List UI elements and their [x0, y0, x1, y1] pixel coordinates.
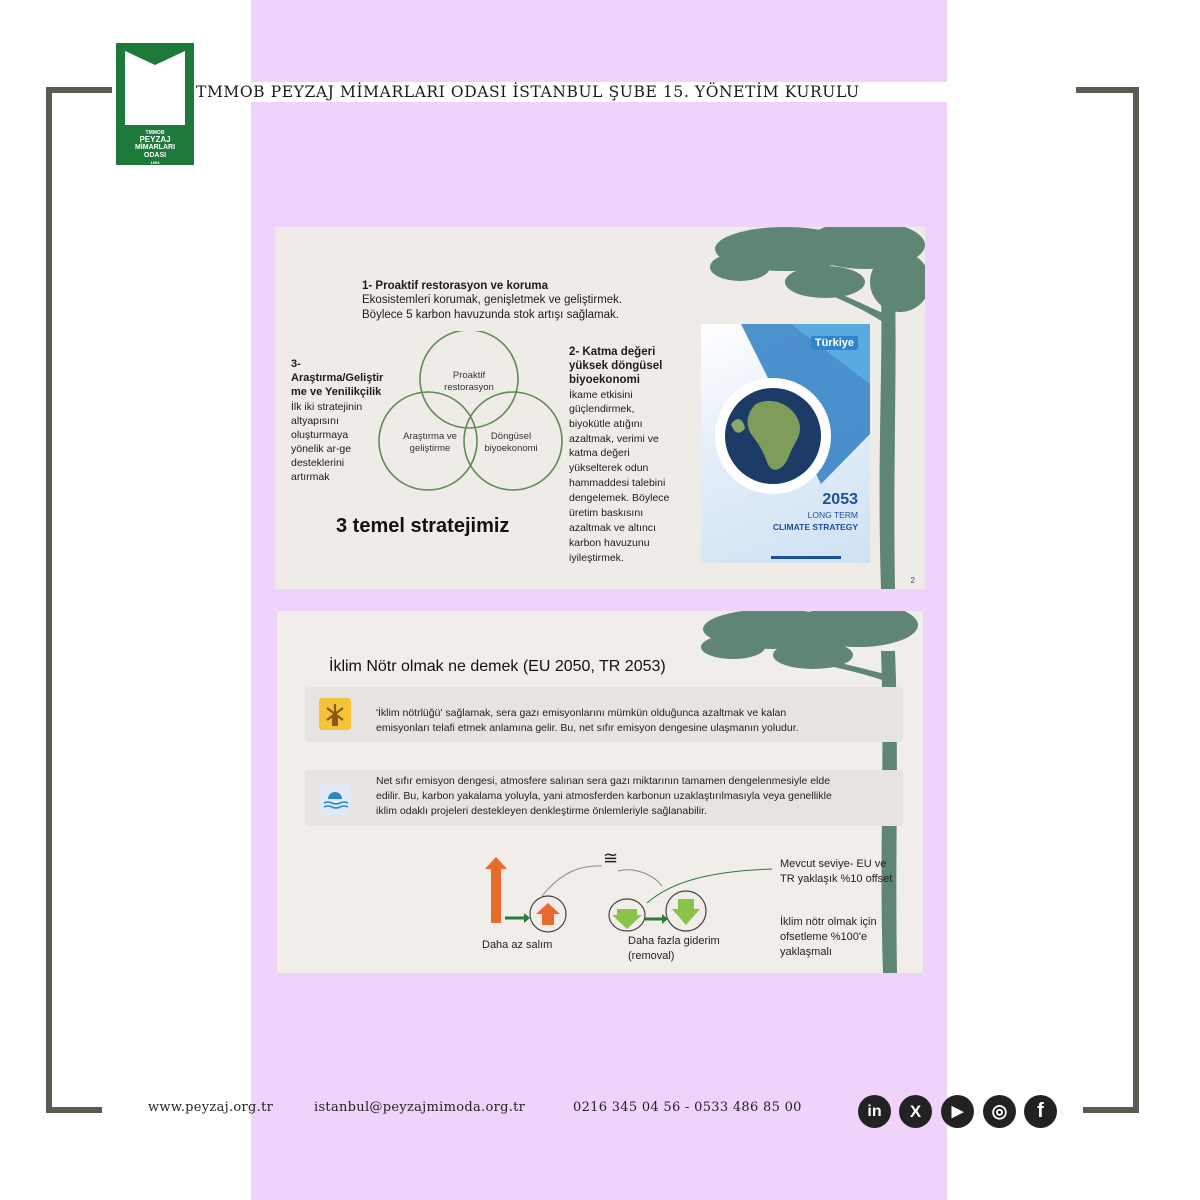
strategy1-line: Böylece 5 karbon havuzunda stok artışı sağlamak. — [362, 309, 619, 321]
footer-email-link[interactable]: istanbul@peyzajmimoda.org.tr — [314, 1100, 526, 1115]
net-zero-line: edilir. Bu, karbon yakalama yoluyla, yani atmosferden karbonun uzaklaştırılmasıyla veya genellikle — [376, 790, 832, 802]
footer-website-link[interactable]: www.peyzaj.org.tr — [148, 1100, 274, 1115]
more-removal-label: (removal) — [628, 950, 675, 962]
current-level-note: Mevcut seviye- EU ve — [780, 858, 887, 870]
strategy2-line: yükselterek odun — [569, 462, 649, 474]
climate-strategy-cover-image — [701, 324, 870, 563]
logo-text-odasi: ODASI — [143, 152, 167, 159]
venn-label-left: geliştirme — [409, 443, 451, 454]
strategy3-line: desteklerini — [291, 457, 345, 469]
windmill-icon — [319, 698, 351, 730]
cover-country-badge: Türkiye — [811, 336, 858, 350]
slide-strategies — [275, 227, 925, 589]
strategy2-line: azaltmak, verimi ve — [569, 433, 659, 445]
cover-year: 2053 — [822, 491, 858, 508]
strategy2-line: güçlendirmek, — [569, 403, 635, 415]
neutral-target-note: İklim nötr olmak için — [780, 916, 877, 928]
strategy2-title: yüksek döngüsel — [569, 360, 663, 372]
definition-line: 'İklim nötrlüğü' sağlamak, sera gazı emisyonlarını mümkün olduğunca azaltmak ve kalan — [376, 707, 787, 719]
large-emission-arrow-icon — [485, 857, 507, 923]
strategy2-line: iyileştirmek. — [569, 552, 624, 564]
frame-right — [1133, 87, 1139, 1113]
venn-label-left: Araştırma ve — [403, 431, 457, 442]
frame-bottom-left — [46, 1107, 102, 1113]
linkedin-icon[interactable]: in — [858, 1095, 891, 1128]
current-level-note: TR yaklaşık %10 offset — [780, 873, 893, 885]
venn-label-right: Döngüsel — [490, 431, 532, 442]
header-title: TMMOB PEYZAJ MİMARLARI ODASI İSTANBUL ŞUBE 15. YÖNETİM KURULU — [196, 82, 1076, 102]
frame-top-right — [1073, 87, 1139, 93]
more-removal-label: Daha fazla giderim — [628, 935, 720, 947]
strategy2-line: üretim baskısını — [569, 507, 644, 519]
strategy1-line: Ekosistemleri korumak, genişletmek ve geliştirmek. — [362, 294, 623, 306]
green-right-arrow-icon — [524, 913, 530, 923]
strategy3-title: Araştırma/Geliştir — [291, 372, 384, 384]
venn-label-top: restorasyon — [444, 382, 494, 393]
cover-subtitle-1: LONG TERM — [807, 510, 858, 520]
emission-removal-diagram — [472, 848, 782, 941]
strategy2-title: 2- Katma değeri — [569, 346, 656, 358]
small-removal-arrow-icon — [612, 909, 642, 929]
logo-text-peyzaj: PEYZAJ — [139, 135, 171, 144]
strategy2-line: karbon havuzunu — [569, 537, 650, 549]
strategy3-line: artırmak — [291, 471, 330, 483]
strategies-heading: 3 temel stratejimiz — [336, 515, 510, 537]
chamber-logo — [116, 43, 194, 165]
strategy2-line: dengelemek. Böylece — [569, 492, 670, 504]
strategy2-line: İkame etkisini — [569, 389, 633, 401]
large-removal-arrow-icon — [672, 899, 700, 925]
strategy1-title: 1- Proaktif restorasyon ve koruma — [362, 280, 548, 292]
frame-left — [46, 87, 52, 1113]
logo-text-mimarlari: MİMARLARI — [134, 144, 176, 151]
strategy2-line: hammaddesi talebini — [569, 477, 666, 489]
neutral-target-note: yaklaşmalı — [780, 946, 832, 958]
strategy3-line: İlk iki stratejinin — [291, 401, 363, 413]
strategy3-line: oluşturmaya — [291, 429, 349, 441]
strategy2-line: azaltmak ve altıncı — [569, 522, 656, 534]
net-zero-line: Net sıfır emisyon dengesi, atmosfere salınan sera gazı miktarının tamamen dengelenmesiyle elde — [376, 775, 831, 787]
frame-bottom-right — [1083, 1107, 1139, 1113]
net-zero-line: iklim odaklı projeleri destekleyen denkleştirme önlemleriyle sağlanabilir. — [376, 805, 707, 817]
x-twitter-icon[interactable]: X — [899, 1095, 932, 1128]
strategy3-line: yönelik ar-ge — [291, 443, 352, 455]
strategy2-title: biyoekonomi — [569, 374, 640, 386]
less-emission-label: Daha az salım — [482, 939, 553, 951]
neutral-target-note: ofsetleme %100'e — [780, 931, 868, 943]
cover-subtitle-2: CLIMATE STRATEGY — [772, 522, 858, 532]
venn-label-top: Proaktif — [452, 370, 486, 381]
definition-box — [305, 687, 903, 742]
net-zero-box — [305, 770, 903, 826]
sunrise-water-icon — [319, 783, 351, 815]
youtube-icon[interactable]: ▶ — [941, 1095, 974, 1128]
venn-diagram — [375, 331, 565, 491]
strategy2-line: biyokütle atığını — [569, 418, 643, 430]
pink-background-band — [251, 0, 947, 1200]
strategy3-title: me ve Yenilikçilik — [291, 386, 382, 398]
logo-text-year: 1994 — [150, 160, 160, 165]
logo-text-tmmob: TMMOB — [145, 130, 165, 136]
footer-phone: 0216 345 04 56 - 0533 486 85 00 — [573, 1100, 802, 1115]
venn-label-right: biyoekonomi — [484, 443, 538, 454]
slide-page-number: 2 — [910, 576, 915, 585]
small-emission-arrow-icon — [536, 903, 560, 925]
frame-top-left — [46, 87, 112, 93]
instagram-icon[interactable]: ◎ — [983, 1095, 1016, 1128]
definition-line: emisyonları telafi etmek anlamına gelir. Bu, net sıfır emisyon dengesine ulaşmanın yoludur. — [376, 722, 799, 734]
facebook-icon[interactable]: f — [1024, 1095, 1057, 1128]
slide-climate-neutral — [277, 611, 923, 973]
climate-neutral-title: İklim Nötr olmak ne demek (EU 2050, TR 2053) — [329, 658, 666, 675]
strategy3-title: 3- — [291, 358, 301, 370]
strategy2-line: katma değeri — [569, 447, 630, 459]
approx-equal-symbol: ≅ — [603, 848, 619, 868]
strategy3-line: altyapısını — [291, 415, 339, 427]
